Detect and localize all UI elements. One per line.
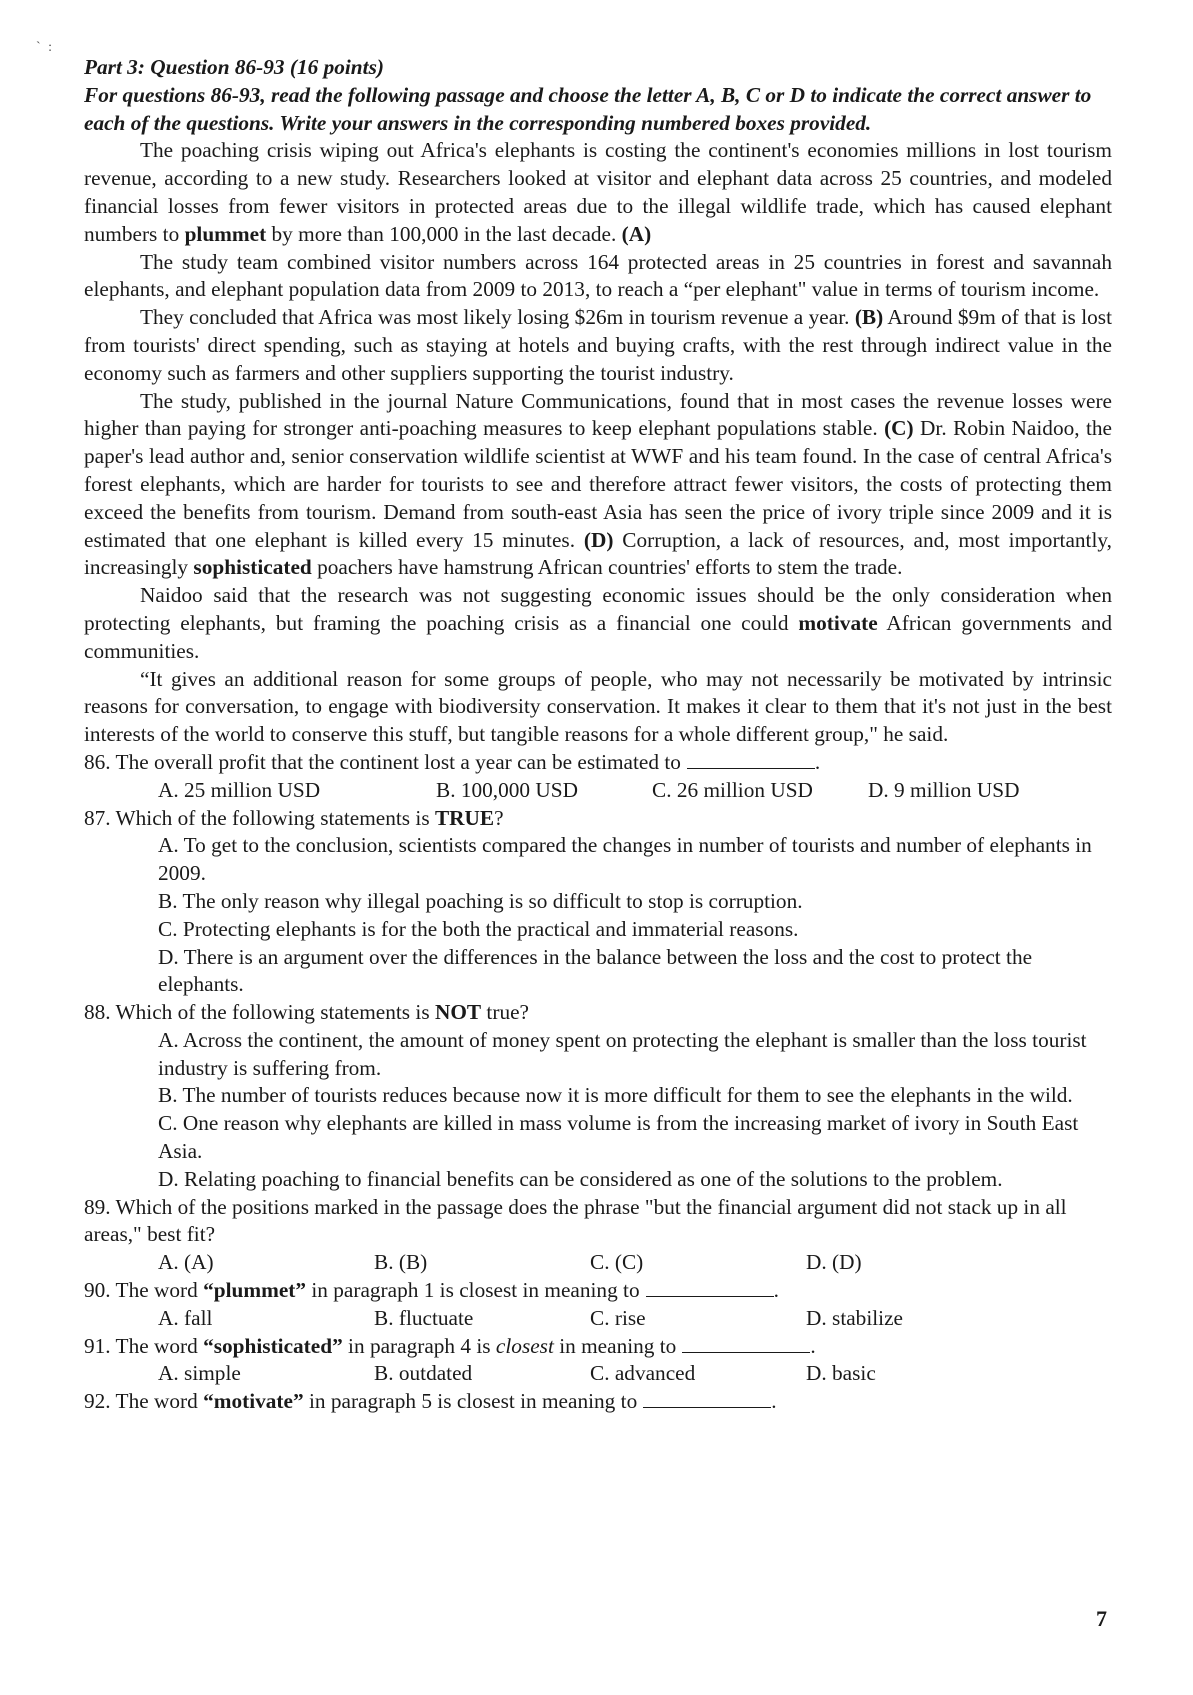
question-92: 92. The word “motivate” in paragraph 5 is closest in meaning to . [84,1389,777,1414]
option-a[interactable]: A. simple [158,1361,241,1386]
answer-blank[interactable] [643,1389,771,1408]
option-b[interactable]: B. The only reason why illegal poaching is so difficult to stop is corruption. [158,888,803,913]
answer-blank[interactable] [687,750,815,769]
option-a[interactable]: A. (A) [158,1250,214,1275]
option-c[interactable]: C. rise [590,1305,646,1330]
option-d[interactable]: D. There is an argument over the differences in the balance between the loss and the cost to protect the elephants. [158,944,1033,997]
option-d[interactable]: D. (D) [806,1250,862,1275]
marker-d: (D) [583,527,614,552]
section-title: Part 3: Question 86-93 (16 points) [84,55,384,79]
option-c[interactable]: C. advanced [590,1361,696,1386]
marker-a: (A) [621,221,652,246]
marker-c: (C) [884,416,914,441]
option-b[interactable]: B. (B) [374,1250,428,1275]
scan-speck: ` : [36,40,55,55]
option-c[interactable]: C. Protecting elephants is for the both the practical and immaterial reasons. [158,916,799,941]
instructions: For questions 86-93, read the following passage and choose the letter A, B, C or D to indicate the correct answer to each of the questions. Write your answers in the corresponding numbered boxes provided. [84,82,1092,135]
option-a[interactable]: A. To get to the conclusion, scientists compared the changes in number of tourists and number of elephants in 2009. [158,833,1092,886]
question-86: 86. The overall profit that the continent lost a year can be estimated to . [84,749,821,774]
option-b[interactable]: B. The number of tourists reduces because now it is more difficult for them to see the elephants in the wild. [158,1083,1073,1108]
option-c[interactable]: C. One reason why elephants are killed in mass volume is from the increasing market of ivory in South East Asia. [158,1111,1079,1164]
question-90: 90. The word “plummet” in paragraph 1 is closest in meaning to . [84,1278,779,1303]
option-d[interactable]: D. 9 million USD [868,777,1020,802]
passage-paragraph-6: “It gives an additional reason for some groups of people, who may not necessarily be motivated by intrinsic reasons for conversation, to engage with biodiversity conservation. It makes it clear to them that it's not just in the best interests of the world to conserve this stuff, but tangible reasons for a whole different group," he said. [84,666,1112,747]
question-89-options [84,1249,1112,1277]
passage-paragraph-4: The study, published in the journal Nature Communications, found that in most cases the revenue losses were higher than paying for stronger anti-poaching measures to keep elephant populations stable. (C) Dr. Robin Naidoo, the paper's lead author and, senior conservation wildlife scientist at WWF and his team found. In the case of central Africa's forest elephants, which are harder for tourists to see and therefore attract fewer visitors, the costs of protecting them exceed the benefits from tourism. Demand from south-east Asia has seen the price of ivory triple since 2009 and it is estimated that one elephant is killed every 15 minutes. (D) Corruption, a lack of resources, and, most importantly, increasingly sophisticated poachers have hamstrung African countries' efforts to stem the trade. [84,388,1112,580]
option-d[interactable]: D. Relating poaching to financial benefits can be considered as one of the solutions to the problem. [158,1166,1003,1191]
option-b[interactable]: B. 100,000 USD [436,777,578,802]
passage-paragraph-1: The poaching crisis wiping out Africa's elephants is costing the continent's economies millions in lost tourism revenue, according to a new study. Researchers looked at visitor and elephant data across 25 countries, and modeled financial losses from fewer visitors in protected areas due to the illegal wildlife trade, which has caused elephant numbers to plummet by more than 100,000 in the last decade. (A) [84,138,1112,246]
option-d[interactable]: D. stabilize [806,1305,903,1330]
question-90-options [84,1305,1112,1333]
option-a[interactable]: A. Across the continent, the amount of money spent on protecting the elephant is smaller than the loss tourist industry is suffering from. [158,1027,1087,1080]
option-b[interactable]: B. fluctuate [374,1305,474,1330]
answer-blank[interactable] [682,1334,810,1353]
option-d[interactable]: D. basic [806,1361,876,1386]
passage-paragraph-2: The study team combined visitor numbers across 164 protected areas in 25 countries in forest and savannah elephants, and elephant population data from 2009 to 2013, to reach a “per elephant" value in terms of tourism income. [84,249,1112,302]
option-c[interactable]: C. 26 million USD [652,777,813,802]
option-b[interactable]: B. outdated [374,1361,473,1386]
answer-blank[interactable] [646,1278,774,1297]
exam-page [84,54,1112,1416]
question-91: 91. The word “sophisticated” in paragraph 4 is closest in meaning to . [84,1333,816,1358]
question-87: 87. Which of the following statements is TRUE? [84,805,504,830]
marker-b: (B) [854,305,884,330]
question-91-options [84,1360,1112,1388]
option-c[interactable]: C. (C) [590,1250,644,1275]
passage-paragraph-3: They concluded that Africa was most likely losing $26m in tourism revenue a year. (B) Around $9m of that is lost from tourists' direct spending, such as staying at hotels and buying crafts, with the rest through indirect value in the economy such as farmers and other suppliers supporting the tourist industry. [84,305,1112,385]
passage-paragraph-5: Naidoo said that the research was not suggesting economic issues should be the only consideration when protecting elephants, but framing the poaching crisis as a financial one could motivate African governments and communities. [84,583,1112,663]
page-number: 7 [1096,1606,1107,1631]
question-88: 88. Which of the following statements is NOT true? [84,1000,529,1025]
question-86-options [84,777,1112,805]
option-a[interactable]: A. 25 million USD [158,777,321,802]
question-89: 89. Which of the positions marked in the passage does the phrase "but the financial argument did not stack up in all areas," best fit? [84,1194,1067,1247]
option-a[interactable]: A. fall [158,1305,213,1330]
